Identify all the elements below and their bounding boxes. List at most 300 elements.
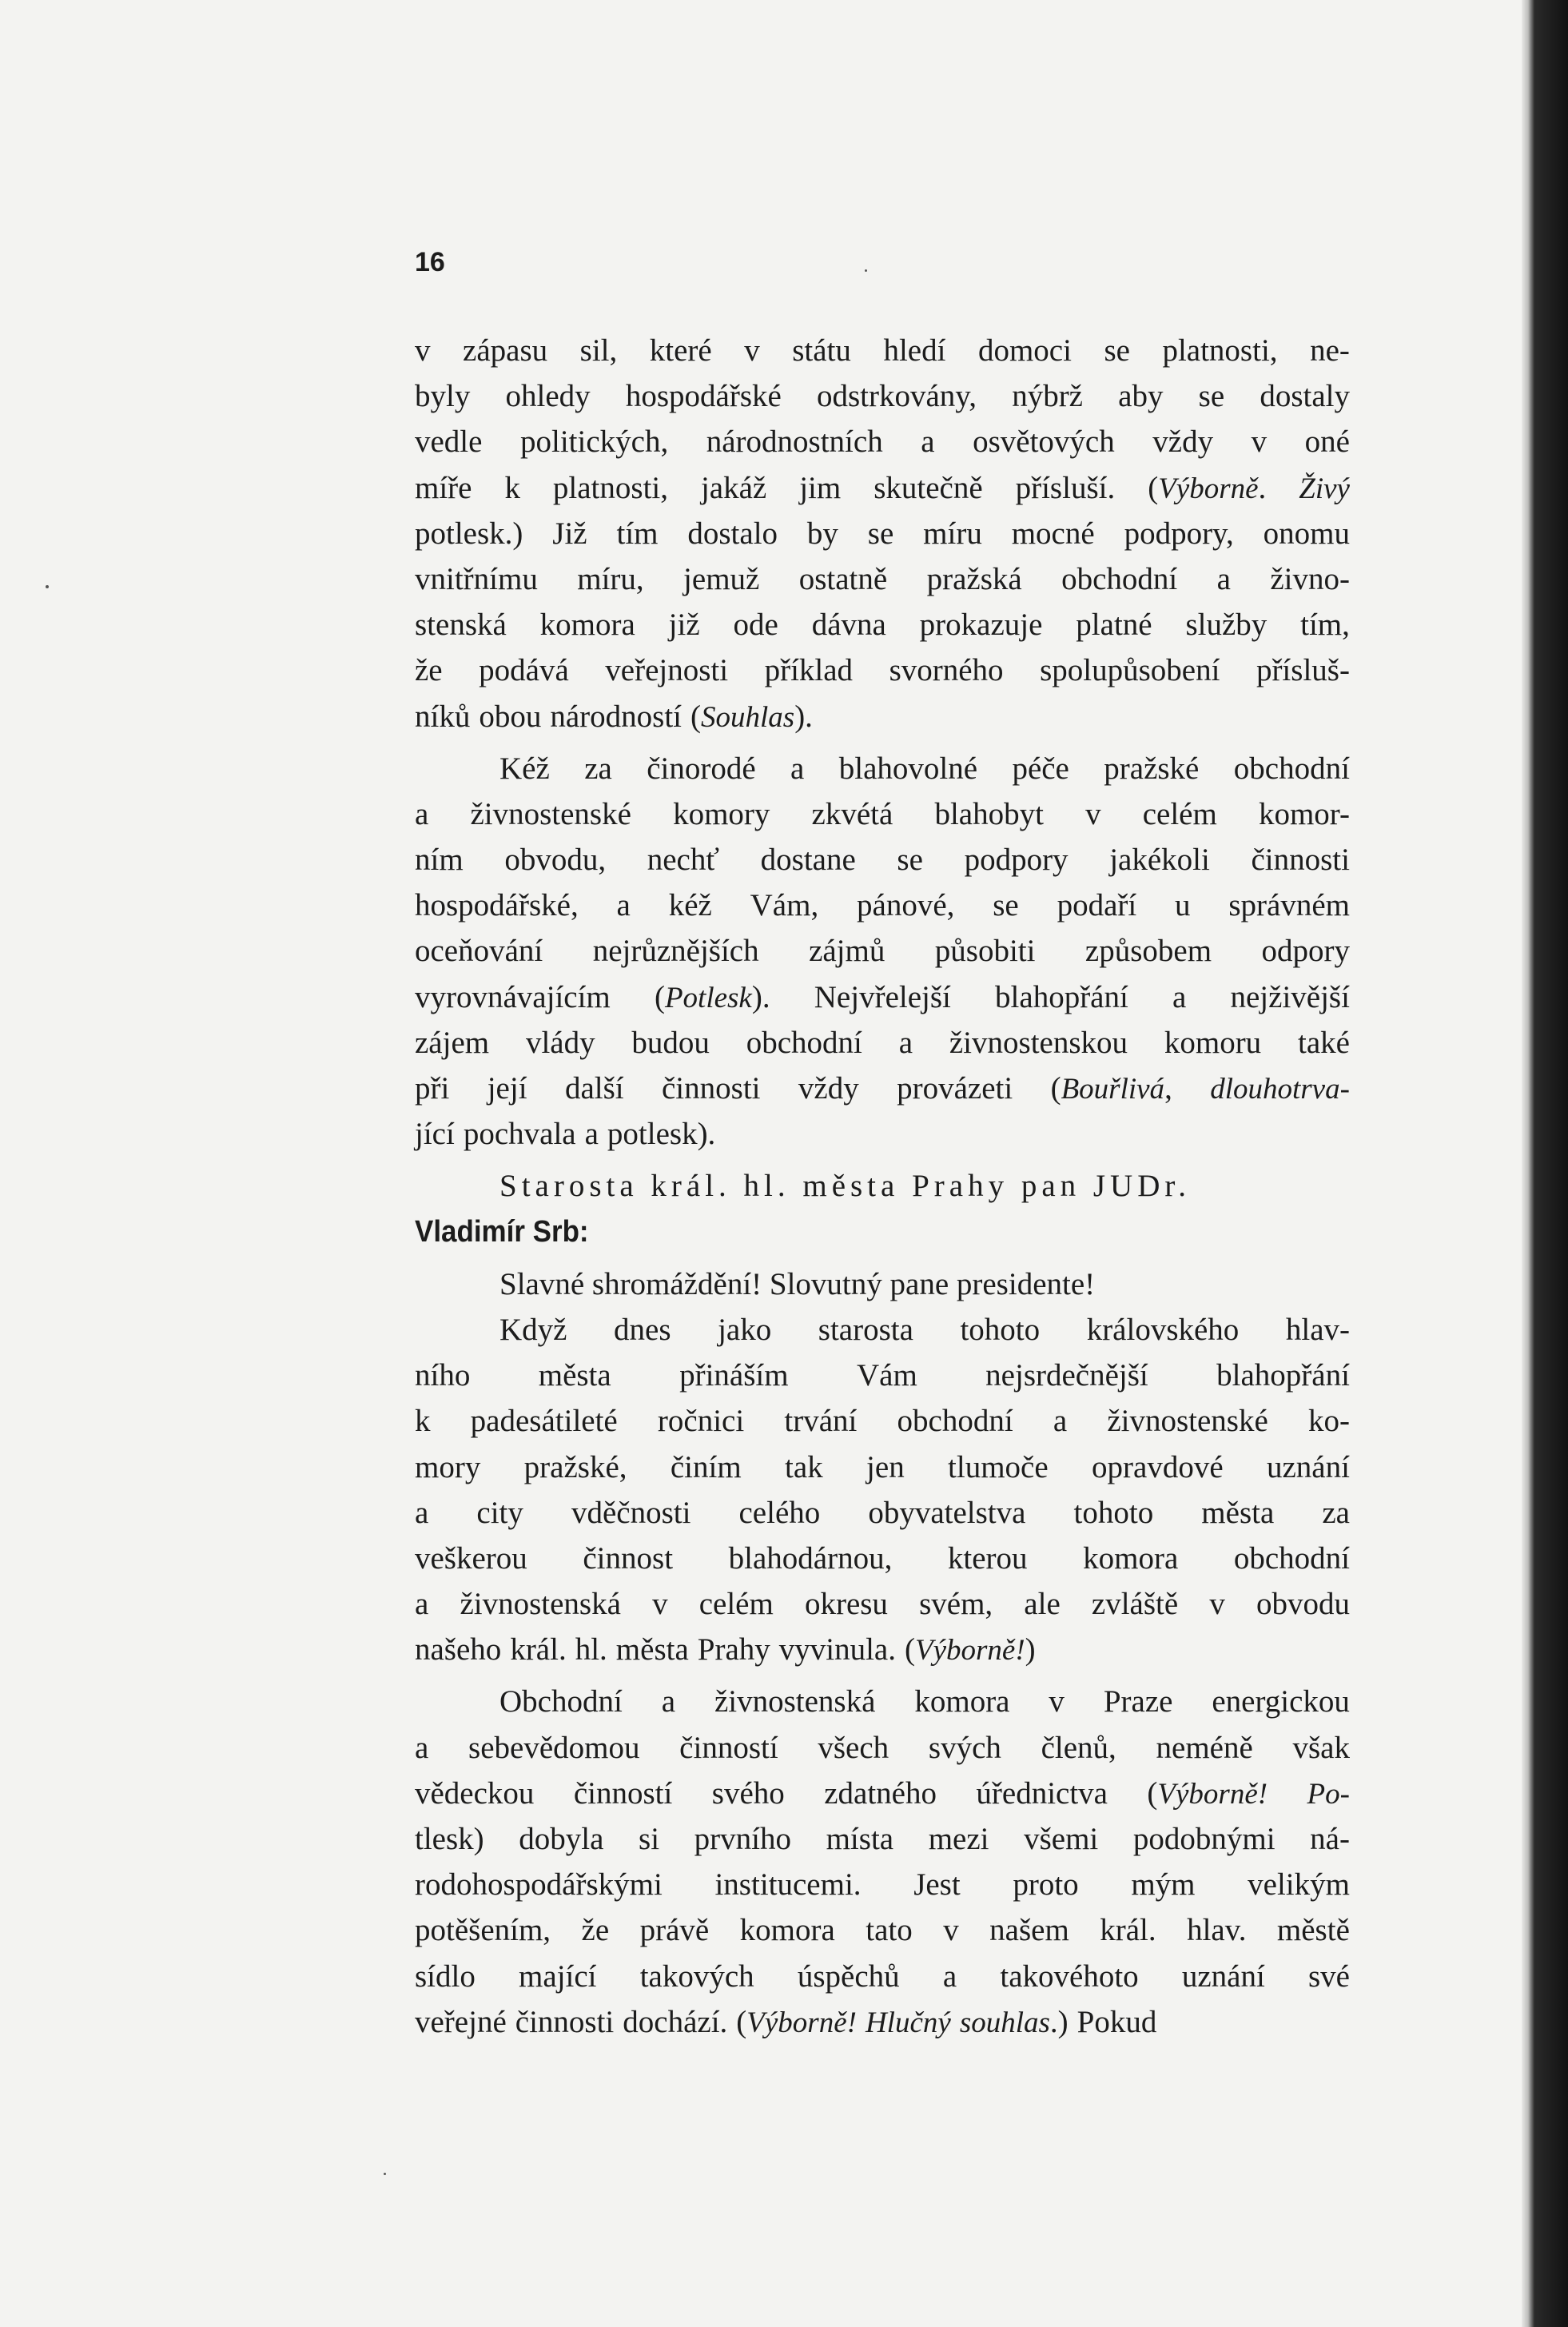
word: dávna <box>811 608 886 643</box>
text-line <box>415 1398 1350 1444</box>
word: míru, <box>577 561 644 596</box>
word: trvání <box>784 1404 858 1439</box>
word: souhlas.) <box>959 2004 1069 2039</box>
word: přísluš- <box>1256 653 1350 688</box>
word: činností <box>679 1730 778 1765</box>
word: všemi <box>1024 1822 1099 1856</box>
text-line <box>415 928 1350 974</box>
text-line <box>415 373 1350 419</box>
word: své <box>1308 1958 1350 1994</box>
word: politických, <box>520 424 669 460</box>
word: obchodní <box>1061 561 1178 596</box>
word: ne- <box>1310 333 1350 368</box>
word: Když <box>499 1312 567 1347</box>
word: podpory, <box>1124 516 1234 551</box>
word: podaří <box>1057 888 1137 923</box>
word: také <box>1298 1025 1350 1060</box>
word: Obchodní <box>499 1684 623 1719</box>
word: a <box>616 888 631 923</box>
word: odpory <box>1261 934 1350 969</box>
word: spolupůsobení <box>1040 653 1220 688</box>
word: právě <box>639 1913 710 1948</box>
text-line <box>415 1353 1350 1398</box>
page-number: 16 <box>415 247 445 277</box>
word: přináším <box>679 1358 789 1393</box>
word: takových <box>639 1958 754 1994</box>
word: města <box>1201 1495 1275 1530</box>
word: blahopřání <box>1216 1358 1350 1393</box>
word: nechť <box>647 843 719 878</box>
word: starosta <box>818 1312 913 1347</box>
word: a <box>790 751 805 786</box>
word: činorodé <box>647 751 756 786</box>
word: služby <box>1185 608 1268 643</box>
word: vedle <box>415 424 483 460</box>
word: v <box>744 333 760 368</box>
word: příklad <box>764 653 854 688</box>
word: v <box>1049 1684 1065 1719</box>
word: potlesk.) <box>415 516 523 551</box>
word: nejrůznějších <box>592 934 759 969</box>
scan-speck <box>46 585 49 588</box>
word: celého <box>738 1495 821 1530</box>
word: svých <box>928 1730 1001 1765</box>
word: král. <box>510 1632 567 1668</box>
word: podobnými <box>1132 1822 1275 1856</box>
word: mým <box>1131 1867 1196 1903</box>
word: Nejvřelejší <box>814 979 951 1014</box>
word: proto <box>1013 1867 1079 1903</box>
word: míru <box>923 516 982 551</box>
word: hl. <box>575 1632 607 1668</box>
word: živnostenská <box>714 1684 876 1719</box>
paragraph-3 <box>415 1307 1350 1673</box>
word: a <box>584 1117 599 1152</box>
word: veřejnosti <box>605 653 729 688</box>
word: správném <box>1228 888 1350 923</box>
word: tohoto <box>1073 1495 1154 1530</box>
word: Již <box>552 516 587 551</box>
text-line <box>415 1066 1350 1111</box>
word: platné <box>1076 608 1152 643</box>
word: vědeckou <box>415 1775 535 1811</box>
word: opravdové <box>1092 1449 1224 1484</box>
word: členů, <box>1041 1730 1116 1765</box>
word: národnostních <box>706 424 883 460</box>
word: kéž <box>668 888 712 923</box>
page-body-text <box>415 328 1350 2045</box>
scan-speck <box>384 2173 386 2175</box>
word: sídlo <box>415 1958 476 1994</box>
text-line <box>415 1999 1350 2045</box>
word: komoru <box>1164 1025 1262 1060</box>
word: vždy <box>798 1071 859 1106</box>
text-line <box>415 1020 1350 1066</box>
word: platnosti, <box>552 470 668 505</box>
word: city <box>476 1495 523 1530</box>
text-line <box>415 328 1350 373</box>
word: podpory <box>964 843 1069 878</box>
word: odstrkovány, <box>816 379 977 414</box>
word: ním <box>415 843 464 878</box>
word: Kéž <box>499 751 550 786</box>
word: padesátileté <box>470 1404 618 1439</box>
word: pražská <box>926 561 1022 596</box>
word: mocné <box>1011 516 1095 551</box>
word: úspěchů <box>797 1958 900 1994</box>
paragraph-1 <box>415 328 1350 739</box>
word: dostalo <box>687 516 778 551</box>
word: pánové, <box>857 888 955 923</box>
word: potlesk). <box>607 1117 716 1152</box>
word: dlouhotrva- <box>1210 1073 1350 1106</box>
speaker-title: Starosta král. hl. města Prahy pan JUDr. <box>499 1169 1191 1204</box>
word: neméně <box>1156 1730 1253 1765</box>
word: (Výborně. <box>1148 470 1267 505</box>
word: u <box>1175 888 1191 923</box>
word: kterou <box>947 1540 1028 1576</box>
word: uznání <box>1181 1958 1265 1994</box>
word: pochvala <box>463 1117 576 1152</box>
word: stenská <box>415 608 507 643</box>
text-line <box>415 791 1350 837</box>
text-line <box>415 1862 1350 1907</box>
word: institucemi. <box>714 1867 862 1903</box>
word: zdatného <box>824 1775 937 1811</box>
word: ohledy <box>505 379 591 414</box>
word: obchodní <box>1233 751 1350 786</box>
word: komor- <box>1258 796 1350 831</box>
word: města <box>538 1358 611 1393</box>
word: živnostenské <box>1107 1404 1268 1439</box>
speaker-name: Vladimír Srb: <box>415 1214 589 1249</box>
word: zájmů <box>809 934 885 969</box>
word: mající <box>519 1958 597 1994</box>
text-line <box>415 647 1350 693</box>
word: a <box>661 1684 676 1719</box>
word: k <box>415 1404 431 1439</box>
word: vlády <box>525 1025 595 1060</box>
word: nýbrž <box>1012 379 1083 414</box>
word: činnosti <box>1251 843 1350 878</box>
word: a <box>942 1958 957 1994</box>
word: blahopřání <box>995 979 1128 1014</box>
word: svém, <box>919 1587 993 1622</box>
word: oceňování <box>415 934 543 969</box>
word: zvláště <box>1091 1587 1179 1622</box>
word: ního <box>415 1358 471 1393</box>
word: ná- <box>1310 1822 1350 1856</box>
text-line <box>415 1307 1350 1353</box>
word: její <box>487 1071 527 1106</box>
word: mory <box>415 1449 481 1484</box>
word: již <box>668 608 700 643</box>
word: ostatně <box>798 561 888 596</box>
word: při <box>415 1071 450 1106</box>
scan-speck <box>865 269 867 272</box>
word: (Výborně!) <box>905 1632 1036 1668</box>
word: hledí <box>883 333 946 368</box>
word: zkvétá <box>811 796 893 831</box>
word: ale <box>1024 1587 1061 1622</box>
word: živnostenskou <box>949 1025 1128 1060</box>
text-line <box>415 1725 1350 1771</box>
word: oné <box>1304 424 1350 460</box>
word: a <box>415 1587 429 1622</box>
word: obvodu <box>1256 1587 1350 1622</box>
word: jako <box>718 1312 772 1347</box>
text-line <box>415 419 1350 464</box>
word: péče <box>1012 751 1069 786</box>
word: jakáž <box>700 470 767 505</box>
word: činnosti <box>515 2004 615 2039</box>
word: onomu <box>1263 516 1350 551</box>
word: a <box>415 1730 429 1765</box>
word: veškerou <box>415 1540 527 1576</box>
word: Vám <box>856 1358 917 1393</box>
word: nejživější <box>1230 979 1350 1014</box>
word: svorného <box>889 653 1004 688</box>
word: činím <box>670 1449 742 1484</box>
word: (Výborně! <box>1147 1775 1268 1811</box>
word: komora <box>739 1913 835 1948</box>
word: dostane <box>760 843 856 878</box>
text-line <box>415 1444 1350 1490</box>
word: že <box>581 1913 610 1948</box>
text-line <box>415 602 1350 647</box>
word: dnes <box>614 1312 671 1347</box>
word: se <box>867 516 894 551</box>
word: a <box>898 1025 913 1060</box>
word: blahovolné <box>838 751 978 786</box>
scan-page-edge <box>1522 0 1568 2327</box>
word: Po- <box>1307 1777 1350 1811</box>
word: Pokud <box>1077 2004 1157 2039</box>
word: obchodní <box>1233 1540 1350 1576</box>
word: provázeti <box>897 1071 1013 1106</box>
word: a <box>1216 561 1231 596</box>
text-line <box>415 1679 1350 1724</box>
word: dostaly <box>1260 379 1350 414</box>
word: za <box>584 751 612 786</box>
word: sebevědomou <box>468 1730 640 1765</box>
word: a <box>1172 979 1187 1014</box>
word: a <box>415 1495 429 1530</box>
word: národností <box>550 699 682 734</box>
word: (Souhlas). <box>690 699 813 734</box>
word: komora <box>539 608 635 643</box>
word: za <box>1322 1495 1350 1530</box>
word: svého <box>711 1775 785 1811</box>
word: platnosti, <box>1162 333 1278 368</box>
word: činnost <box>583 1540 674 1576</box>
word: ode <box>733 608 778 643</box>
word: potěšením, <box>415 1913 551 1948</box>
word: blahodárnou, <box>728 1540 893 1576</box>
word: ko- <box>1307 1404 1350 1439</box>
word: (Výborně! <box>736 2004 857 2039</box>
word: tak <box>785 1449 823 1484</box>
text-line <box>415 1536 1350 1581</box>
word: se <box>1104 333 1130 368</box>
word: v <box>1251 424 1268 460</box>
word: osvětových <box>973 424 1115 460</box>
text-line <box>415 1907 1350 1953</box>
word: takovéhoto <box>1000 1958 1139 1994</box>
word: Hlučný <box>865 2006 951 2039</box>
word: zápasu <box>463 333 548 368</box>
word: (Potlesk). <box>654 979 770 1014</box>
word: níků <box>415 699 471 734</box>
text-line <box>415 465 1350 511</box>
word: Praze <box>1103 1684 1173 1719</box>
word: tlesk) <box>415 1822 484 1856</box>
word: Prahy <box>697 1632 770 1668</box>
word: sil, <box>579 333 618 368</box>
word: komora <box>1083 1540 1179 1576</box>
word: velikým <box>1248 1867 1350 1903</box>
word: se <box>993 888 1019 923</box>
word: mezi <box>928 1822 989 1856</box>
text-line <box>415 974 1350 1020</box>
word: místa <box>826 1822 894 1856</box>
text-line <box>415 1954 1350 1999</box>
word: si <box>639 1822 660 1856</box>
word: domoci <box>977 333 1072 368</box>
word: obvodu, <box>504 843 607 878</box>
word: podává <box>479 653 569 688</box>
word: míře <box>415 470 472 505</box>
word: Živý <box>1299 472 1350 505</box>
word: hospodářské, <box>415 888 579 923</box>
word: ročnici <box>657 1404 745 1439</box>
word: obou <box>479 699 542 734</box>
word: živno- <box>1270 561 1350 596</box>
word: celém <box>698 1587 774 1622</box>
word: jící <box>415 1117 455 1152</box>
word: zájem <box>415 1025 490 1060</box>
word: se <box>1198 379 1225 414</box>
word: celém <box>1142 796 1217 831</box>
word: se <box>897 843 923 878</box>
word: dochází. <box>623 2004 728 2039</box>
word: hlav- <box>1285 1312 1350 1347</box>
word: v <box>415 333 431 368</box>
word: okresu <box>804 1587 888 1622</box>
word: a <box>921 424 935 460</box>
word: komory <box>673 796 770 831</box>
text-line <box>415 746 1350 791</box>
text-line <box>415 883 1350 928</box>
word: dobyla <box>519 1822 604 1856</box>
word: státu <box>792 333 851 368</box>
word: vděčnosti <box>571 1495 691 1530</box>
word: rodohospodářskými <box>415 1867 663 1903</box>
word: v <box>943 1913 959 1948</box>
word: však <box>1292 1730 1350 1765</box>
word: tím, <box>1300 608 1350 643</box>
text-line <box>415 1490 1350 1536</box>
word: obyvatelstva <box>868 1495 1026 1530</box>
word: způsobem <box>1084 934 1212 969</box>
word: komora <box>914 1684 1010 1719</box>
word: (Bouřlivá, <box>1050 1071 1172 1106</box>
word: Jest <box>913 1867 961 1903</box>
word: města <box>615 1632 689 1668</box>
salutation: Slavné shromáždění! Slovutný pane presidente! <box>499 1266 1096 1301</box>
text-line <box>415 1111 1350 1157</box>
text-line <box>415 511 1350 556</box>
word: král. <box>1100 1913 1156 1948</box>
word: působiti <box>934 934 1036 969</box>
word: že <box>415 653 443 688</box>
word: další <box>564 1071 624 1106</box>
word: uznání <box>1266 1449 1350 1484</box>
word: našem <box>989 1913 1069 1948</box>
word: vyrovnávajícím <box>415 979 611 1014</box>
word: městě <box>1276 1913 1350 1948</box>
word: budou <box>631 1025 710 1060</box>
word: jemuž <box>683 561 760 596</box>
text-line <box>415 1771 1350 1816</box>
word: blahobyt <box>934 796 1044 831</box>
paragraph-2 <box>415 746 1350 1158</box>
text-line <box>415 556 1350 602</box>
word: tlumoče <box>948 1449 1049 1484</box>
word: veřejné <box>415 2004 507 2039</box>
word: činnosti <box>662 1071 761 1106</box>
word: všech <box>818 1730 889 1765</box>
word: byly <box>415 379 471 414</box>
word: úřednictva <box>976 1775 1108 1811</box>
word: a <box>415 796 429 831</box>
word: v <box>1085 796 1101 831</box>
word: aby <box>1118 379 1164 414</box>
word: vnitřnímu <box>415 561 538 596</box>
word: živnostenské <box>470 796 631 831</box>
word: pražské <box>1104 751 1200 786</box>
word: vždy <box>1152 424 1214 460</box>
word: pražské, <box>523 1449 627 1484</box>
word: v <box>652 1587 668 1622</box>
word: prokazuje <box>919 608 1043 643</box>
word: tohoto <box>960 1312 1041 1347</box>
word: nejsrdečnější <box>985 1358 1148 1393</box>
word: hospodářské <box>625 379 782 414</box>
word: tato <box>866 1913 913 1948</box>
word: prvního <box>694 1822 791 1856</box>
word: v <box>1209 1587 1225 1622</box>
word: k <box>504 470 520 505</box>
word: královského <box>1086 1312 1240 1347</box>
word: přísluší. <box>1015 470 1116 505</box>
word: hlav. <box>1187 1913 1247 1948</box>
word: tím <box>616 516 659 551</box>
word: Vám, <box>750 888 819 923</box>
word: by <box>806 516 838 551</box>
word: živnostenská <box>460 1587 621 1622</box>
word: obchodní <box>746 1025 862 1060</box>
word: jim <box>799 470 842 505</box>
text-line <box>415 694 1350 739</box>
word: jakékoli <box>1109 843 1210 878</box>
word: našeho <box>415 1632 502 1668</box>
word: které <box>649 333 712 368</box>
word: vyvinula. <box>778 1632 896 1668</box>
paragraph-4 <box>415 1679 1350 2045</box>
word: činností <box>573 1775 673 1811</box>
text-line <box>415 837 1350 883</box>
